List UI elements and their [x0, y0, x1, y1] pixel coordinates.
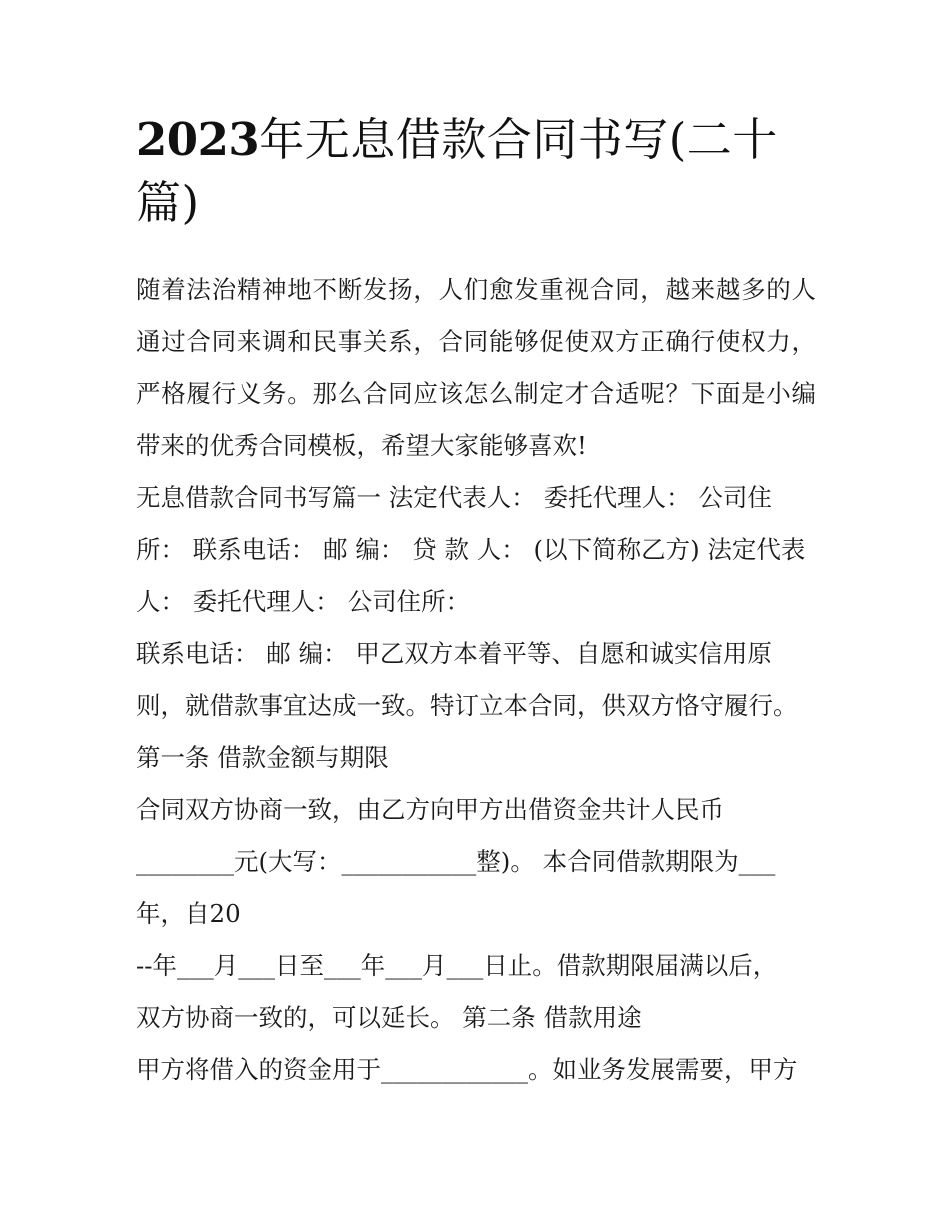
body-line-9: 年，自20: [136, 899, 241, 928]
body-line-6: 第一条 借款金额与期限: [136, 743, 389, 772]
body-line-10: --年___月___日至___年___月___日止。借款期限届满以后，: [136, 951, 778, 980]
body-line-5: 则，就借款事宜达成一致。特订立本合同，供双方恪守履行。: [136, 691, 798, 720]
body-line-11: 双方协商一致的，可以延长。 第二条 借款用途: [136, 1003, 642, 1032]
document-content: [136, 108, 816, 1096]
body-line-8: ________元(大写：___________整)。 本合同借款期限为___: [136, 847, 776, 876]
title-text: 年无息借款合同书写(二十篇): [136, 113, 778, 229]
page-title: [136, 108, 816, 234]
document-body: [136, 264, 816, 1096]
body-line-7: 合同双方协商一致，由乙方向甲方出借资金共计人民币: [136, 795, 724, 824]
body-line-3: 人： 委托代理人： 公司住所：: [136, 587, 471, 616]
body-line-2: 所： 联系电话： 邮 编： 贷 款 人： (以下简称乙方) 法定代表: [136, 535, 806, 564]
body-line-4: 联系电话： 邮 编： 甲乙双方本着平等、自愿和诚实信用原: [136, 639, 772, 668]
title-year: 2023: [136, 113, 260, 166]
body-line-1: 无息借款合同书写篇一 法定代表人： 委托代理人： 公司住: [136, 483, 772, 512]
body-line-12: 甲方将借入的资金用于____________。如业务发展需要，甲方: [136, 1055, 798, 1084]
intro-paragraph: 随着法治精神地不断发扬，人们愈发重视合同，越来越多的人通过合同来调和民事关系，合同能够促使双方正确行使权力，严格履行义务。那么合同应该怎么制定才合适呢？下面是小编带来的优秀合同模板，希望大家能够喜欢!: [136, 275, 816, 460]
